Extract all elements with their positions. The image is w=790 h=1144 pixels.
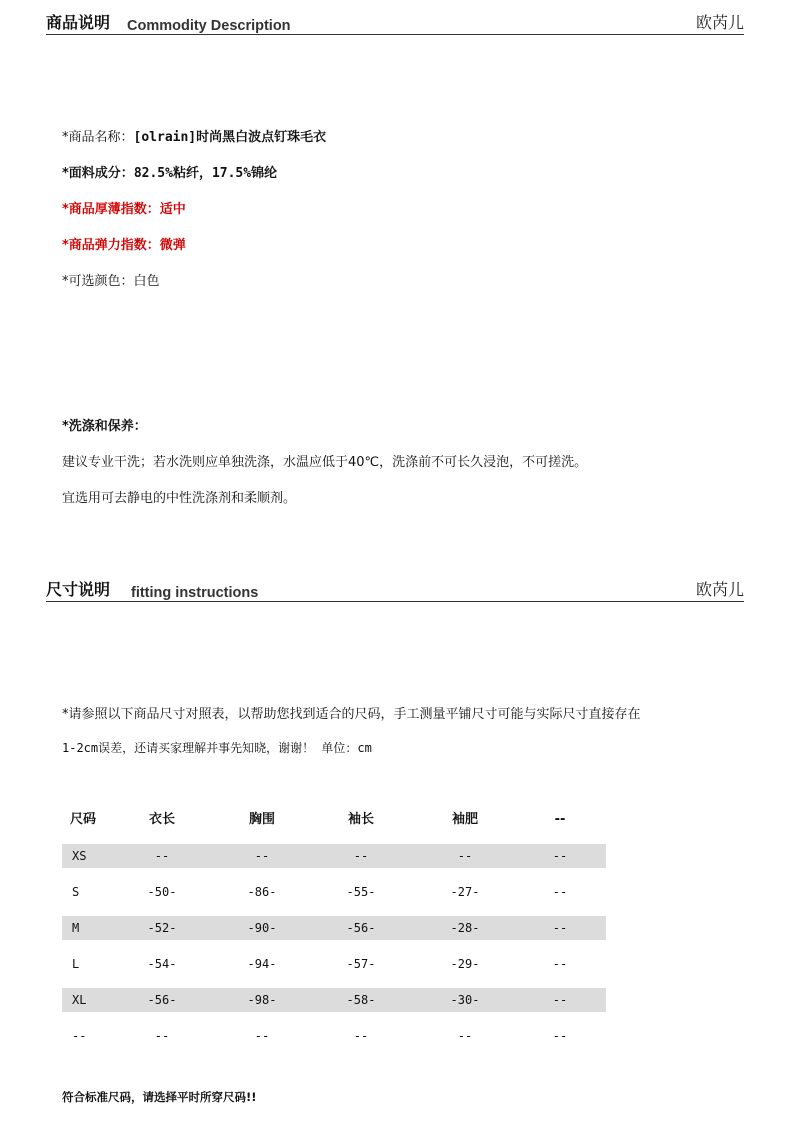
sleeve-length-cell: -57-	[346, 957, 376, 971]
available-color: *可选颜色：白色	[62, 274, 160, 289]
size-cell: XS	[72, 849, 87, 863]
fitting-title-en: fitting instructions	[131, 585, 259, 601]
fitting-section-header	[46, 579, 744, 602]
table-row	[62, 844, 606, 868]
size-table-header	[62, 808, 606, 832]
product-name-label: *商品名称：	[62, 130, 134, 145]
header-size: 尺码	[70, 812, 97, 827]
extra-cell: --	[552, 849, 568, 863]
header-extra: --	[554, 812, 566, 827]
chest-cell: -98-	[247, 993, 277, 1007]
size-table	[62, 808, 606, 1060]
header-sleeve-length: 袖长	[347, 812, 375, 827]
fitting-note-2: 1-2cm误差，还请买家理解并事先知晓，谢谢！ 单位：cm	[62, 741, 372, 755]
brand-name: 欧芮儿	[695, 13, 744, 32]
size-cell: XL	[72, 993, 87, 1007]
fabric-value: 82.5%粘纤，17.5%锦纶	[133, 166, 278, 181]
table-row	[62, 880, 606, 904]
commodity-section-header	[46, 12, 744, 35]
sleeve-length-cell: -58-	[346, 993, 376, 1007]
sleeve-width-cell: -29-	[450, 957, 480, 971]
sleeve-length-cell: -56-	[346, 921, 376, 935]
product-name-line	[62, 126, 326, 145]
fabric-line	[62, 162, 277, 181]
extra-cell: --	[552, 957, 568, 971]
commodity-title-en: Commodity Description	[127, 18, 291, 34]
table-row	[62, 916, 606, 940]
care-instructions-1: 建议专业干洗；若水洗则应单独洗涤，水温应低于40℃，洗涤前不可长久浸泡，不可搓洗。	[62, 455, 588, 470]
sleeve-length-cell: -55-	[346, 885, 376, 899]
chest-cell: -94-	[247, 957, 277, 971]
sleeve-width-cell: -27-	[450, 885, 480, 899]
chest-cell: --	[254, 1029, 270, 1043]
size-cell: S	[72, 885, 80, 899]
sleeve-width-cell: -28-	[450, 921, 480, 935]
length-cell: -52-	[147, 921, 177, 935]
header-sleeve-width: 袖肥	[451, 812, 479, 827]
sleeve-width-cell: --	[457, 849, 473, 863]
sleeve-width-cell: --	[457, 1029, 473, 1043]
chest-cell: --	[254, 849, 270, 863]
sleeve-width-cell: -30-	[450, 993, 480, 1007]
header-length: 衣长	[148, 812, 176, 827]
table-row	[62, 952, 606, 976]
sleeve-length-cell: --	[353, 849, 369, 863]
table-row	[62, 988, 606, 1012]
extra-cell: --	[552, 1029, 568, 1043]
product-name-value: [olrain]时尚黑白波点钉珠毛衣	[133, 130, 327, 145]
brand-name: 欧芮儿	[695, 580, 744, 599]
length-cell: -50-	[147, 885, 177, 899]
sleeve-length-cell: --	[353, 1029, 369, 1043]
fitting-note-1: *请参照以下商品尺寸对照表，以帮助您找到适合的尺码，手工测量平铺尺寸可能与实际尺寸直接存在	[62, 707, 641, 722]
care-instructions-2: 宜选用可去静电的中性洗涤剂和柔顺剂。	[62, 491, 297, 506]
size-cell: L	[72, 957, 80, 971]
elasticity-index: *商品弹力指数：微弹	[62, 238, 186, 253]
length-cell: --	[154, 849, 170, 863]
chest-cell: -86-	[247, 885, 277, 899]
length-cell: -56-	[147, 993, 177, 1007]
chest-cell: -90-	[247, 921, 277, 935]
commodity-title-cn: 商品说明	[46, 13, 111, 32]
extra-cell: --	[552, 885, 568, 899]
size-cell: --	[72, 1029, 87, 1043]
fabric-label: *面料成分：	[62, 166, 134, 181]
length-cell: -54-	[147, 957, 177, 971]
size-cell: M	[72, 921, 80, 935]
care-title: *洗涤和保养：	[62, 419, 147, 434]
table-row	[62, 1024, 606, 1048]
fitting-title-cn: 尺寸说明	[46, 580, 111, 599]
header-chest: 胸围	[248, 812, 276, 827]
size-footnote: 符合标准尺码，请选择平时所穿尺码!!	[62, 1090, 257, 1104]
length-cell: --	[154, 1029, 170, 1043]
extra-cell: --	[552, 921, 568, 935]
thickness-index: *商品厚薄指数：适中	[62, 202, 186, 217]
extra-cell: --	[552, 993, 568, 1007]
